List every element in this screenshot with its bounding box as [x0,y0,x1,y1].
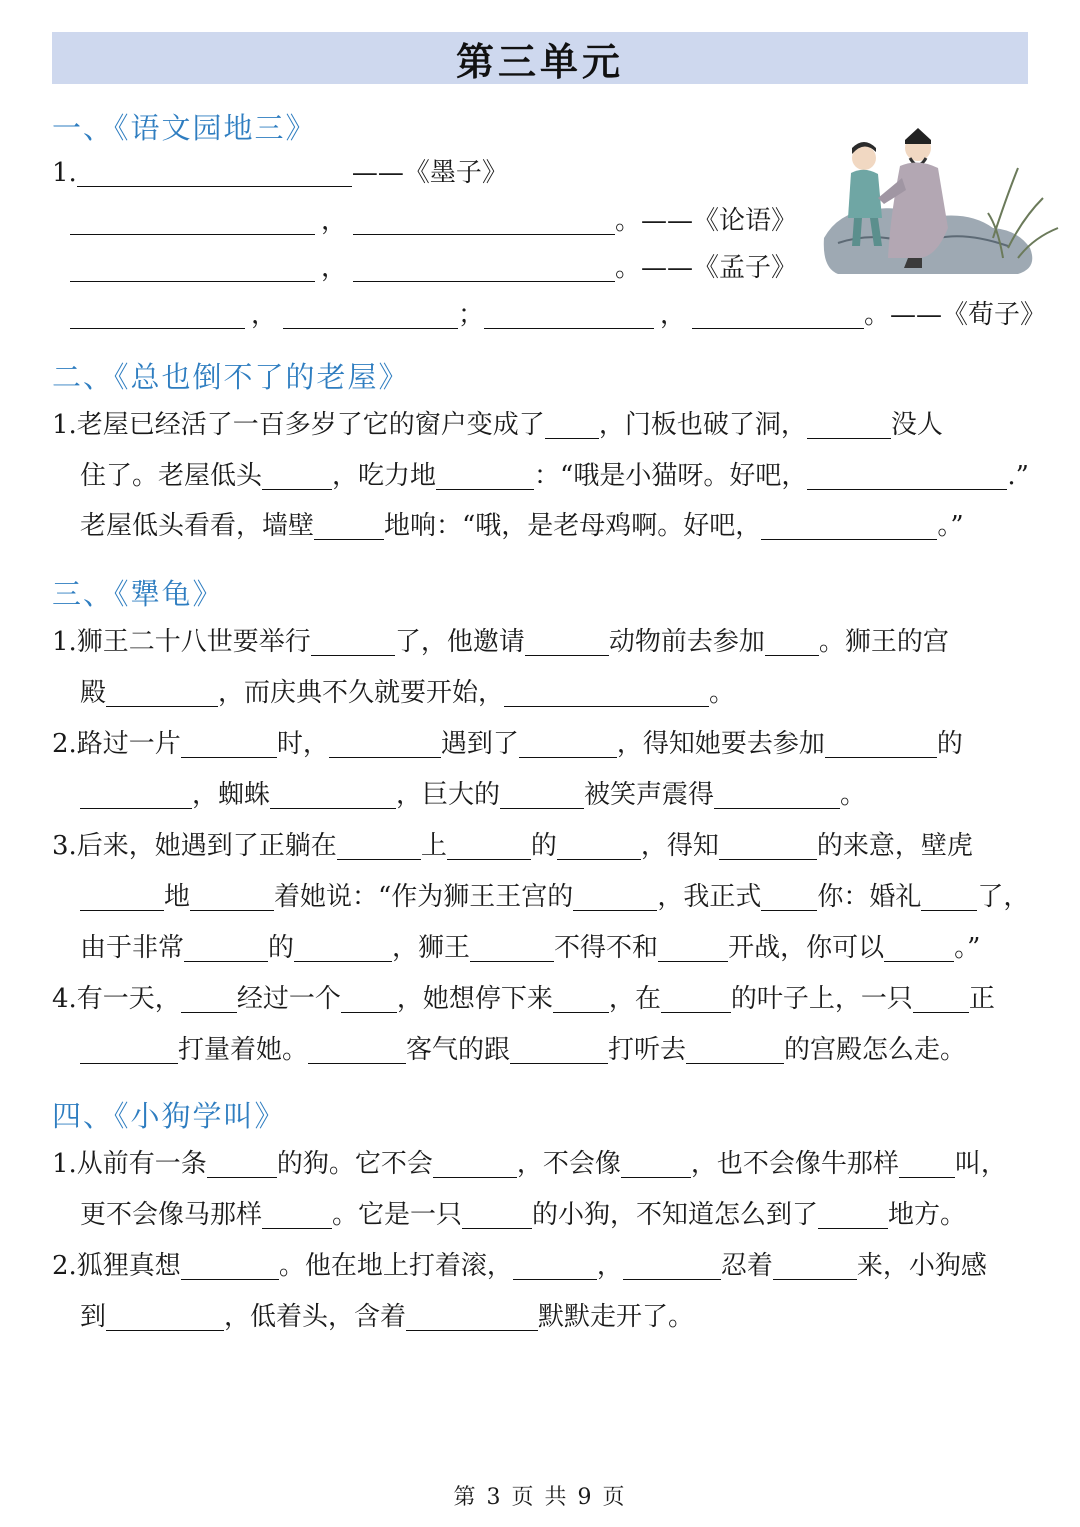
text-segment: ， [321,206,348,236]
answer-blank [761,884,817,911]
answer-blank [761,513,937,540]
text-segment: 遇到了 [440,729,519,759]
text-segment: 更不会像马那样 [80,1200,263,1230]
text-segment: 。” [937,511,964,541]
answer-blank [184,935,268,962]
answer-blank [262,463,332,490]
answer-blank [106,680,218,707]
answer-blank [181,731,277,758]
text-segment: 的 [530,831,557,861]
answer-blank [262,1202,332,1229]
text-segment: 忍着 [720,1251,773,1281]
text-segment: 默默走开了。 [538,1302,695,1332]
answer-blank [686,1037,784,1064]
text-segment: 开战，你可以 [728,933,885,963]
unit-title: 第三单元 [455,38,624,84]
answer-blank [621,1151,691,1178]
answer-blank [519,731,617,758]
text-segment: 老屋低头看看，墙壁 [80,511,315,541]
answer-blank [884,935,954,962]
text-segment: ， [596,1251,623,1281]
text-segment: 。他在地上打着滚， [278,1251,513,1281]
text-segment: 。它是一只 [332,1200,463,1230]
s3-line-1 [52,625,949,659]
text-segment: ， [660,300,687,330]
s4-line-3 [52,1249,987,1283]
answer-blank [190,884,274,911]
answer-blank [341,986,397,1013]
s3-line-2 [80,676,735,710]
s2-line-3 [80,509,964,543]
text-segment: 。——《论语》 [615,206,798,236]
section-heading-2: 二、《总也倒不了的老屋》 [52,360,410,394]
answer-blank [80,1037,178,1064]
text-segment: 的 [268,933,295,963]
answer-blank [807,412,891,439]
text-segment: 地响：“哦，是老母鸡啊。好吧， [384,511,762,541]
s1-line-3 [70,251,797,285]
answer-blank [80,884,164,911]
answer-blank [77,160,352,187]
answer-blank [557,833,641,860]
text-segment: ，她想停下来 [396,984,553,1014]
answer-blank [294,935,392,962]
answer-blank [714,782,840,809]
answer-blank [181,1253,279,1280]
text-segment: ，不会像 [516,1149,621,1179]
text-segment: 的来意，壁虎 [816,831,973,861]
answer-blank [504,680,709,707]
s4-line-4 [80,1300,694,1334]
text-segment: 的小狗，不知道怎么到了 [532,1200,819,1230]
answer-blank [899,1151,955,1178]
answer-blank [573,884,657,911]
text-segment: 由于非常 [80,933,185,963]
answer-blank [181,986,237,1013]
text-segment: ，狮王 [392,933,471,963]
s4-line-1 [52,1147,1007,1181]
text-segment: 地方。 [888,1200,967,1230]
text-segment: 叫， [954,1149,1007,1179]
unit-title-bar [52,32,1028,84]
s3-line-8 [52,982,995,1016]
answer-blank [80,782,192,809]
answer-blank [773,1253,857,1280]
text-segment: 。 [840,780,867,810]
text-segment: 没人 [890,410,943,440]
text-segment: ， [251,300,278,330]
text-segment: 了，他邀请 [394,627,525,657]
s1-line-1 [52,156,508,190]
s2-line-1 [52,408,943,442]
s3-line-9 [80,1033,966,1067]
text-segment: ：“哦是小猫呀。好吧， [534,461,808,491]
text-segment: ，巨大的 [396,780,501,810]
answer-blank [661,986,731,1013]
text-segment: 正 [968,984,995,1014]
answer-blank [329,731,441,758]
answer-blank [283,302,458,329]
answer-blank [807,463,1007,490]
answer-blank [692,302,864,329]
text-segment: 。——《孟子》 [615,253,798,283]
text-segment: 着她说：“作为狮王王宫的 [274,882,574,912]
s3-line-3 [52,727,963,761]
text-segment: 你：婚礼 [817,882,922,912]
s3-line-6 [80,880,1029,914]
answer-blank [353,208,615,235]
s1-line-4 [70,298,1046,332]
text-segment: .” [1007,461,1029,491]
answer-blank [337,833,421,860]
answer-blank [70,208,315,235]
text-segment: ，得知 [640,831,719,861]
text-segment: 被笑声震得 [584,780,715,810]
answer-blank [270,782,396,809]
text-segment: ，吃力地 [332,461,437,491]
section-heading-1: 一、《语文园地三》 [52,111,317,145]
teacher-student-illustration [818,118,1060,283]
text-segment: 来，小狗感 [856,1251,987,1281]
answer-blank [70,255,315,282]
answer-blank [470,935,554,962]
answer-blank [500,782,584,809]
text-segment: 1. [52,158,77,188]
text-segment: 客气的跟 [406,1035,511,1065]
answer-blank [513,1253,597,1280]
answer-blank [207,1151,277,1178]
answer-blank [510,1037,608,1064]
s3-line-5 [52,829,973,863]
answer-blank [484,302,654,329]
answer-blank [921,884,977,911]
text-segment: 4.有一天， [52,984,181,1014]
answer-blank [436,463,534,490]
text-segment: ，低着头，含着 [224,1302,407,1332]
text-segment: 。” [954,933,981,963]
answer-blank [433,1151,517,1178]
text-segment: 。狮王的宫 [818,627,949,657]
answer-blank [406,1304,538,1331]
text-segment: 2.路过一片 [52,729,181,759]
text-segment: 上 [420,831,447,861]
answer-blank [308,1037,406,1064]
text-segment: ——《墨子》 [351,158,508,188]
answer-blank [462,1202,532,1229]
text-segment: ，蜘蛛 [192,780,271,810]
text-segment: 。 [709,678,736,708]
text-segment: 的宫殿怎么走。 [784,1035,967,1065]
text-segment: 的叶子上，一只 [730,984,913,1014]
answer-blank [913,986,969,1013]
text-segment: 3.后来，她遇到了正躺在 [52,831,337,861]
text-segment: 1.从前有一条 [52,1149,207,1179]
text-segment: ， [321,253,348,283]
text-segment: 1.狮王二十八世要举行 [52,627,311,657]
text-segment: ； [458,300,485,330]
section-heading-3: 三、《犟龟》 [52,577,224,611]
answer-blank [658,935,728,962]
text-segment: ，而庆典不久就要开始， [218,678,505,708]
s3-line-7 [80,931,980,965]
text-segment: 打量着她。 [178,1035,309,1065]
page-number-footer: 第 3 页 共 9 页 [453,1485,627,1510]
text-segment: 地 [164,882,191,912]
answer-blank [311,629,395,656]
s1-line-2 [70,204,797,238]
text-segment: 殿 [80,678,107,708]
text-segment: 动物前去参加 [608,627,765,657]
text-segment: 的狗。它不会 [276,1149,433,1179]
text-segment: ，我正式 [657,882,762,912]
answer-blank [719,833,817,860]
text-segment: 不得不和 [554,933,659,963]
s2-line-2 [80,459,1029,493]
s3-line-4 [80,778,866,812]
text-segment: ，在 [608,984,661,1014]
text-segment: 打听去 [608,1035,687,1065]
answer-blank [825,731,937,758]
text-segment: ，也不会像牛那样 [690,1149,899,1179]
answer-blank [314,513,384,540]
text-segment: 2.狐狸真想 [52,1251,181,1281]
answer-blank [106,1304,224,1331]
section-heading-4: 四、《小狗学叫》 [52,1099,286,1133]
answer-blank [553,986,609,1013]
text-segment: 住了。老屋低头 [80,461,263,491]
text-segment: 。——《荀子》 [864,300,1047,330]
text-segment: ，门板也破了洞， [598,410,807,440]
answer-blank [353,255,615,282]
text-segment: 1.老屋已经活了一百多岁了它的窗户变成了 [52,410,545,440]
s4-line-2 [80,1198,966,1232]
text-segment: 到 [80,1302,107,1332]
answer-blank [525,629,609,656]
answer-blank [70,302,245,329]
text-segment: 了， [977,882,1030,912]
text-segment: 经过一个 [236,984,341,1014]
answer-blank [765,629,819,656]
answer-blank [447,833,531,860]
text-segment: 的 [936,729,963,759]
answer-blank [623,1253,721,1280]
answer-blank [545,412,599,439]
text-segment: 时， [276,729,329,759]
text-segment: ，得知她要去参加 [616,729,825,759]
answer-blank [818,1202,888,1229]
